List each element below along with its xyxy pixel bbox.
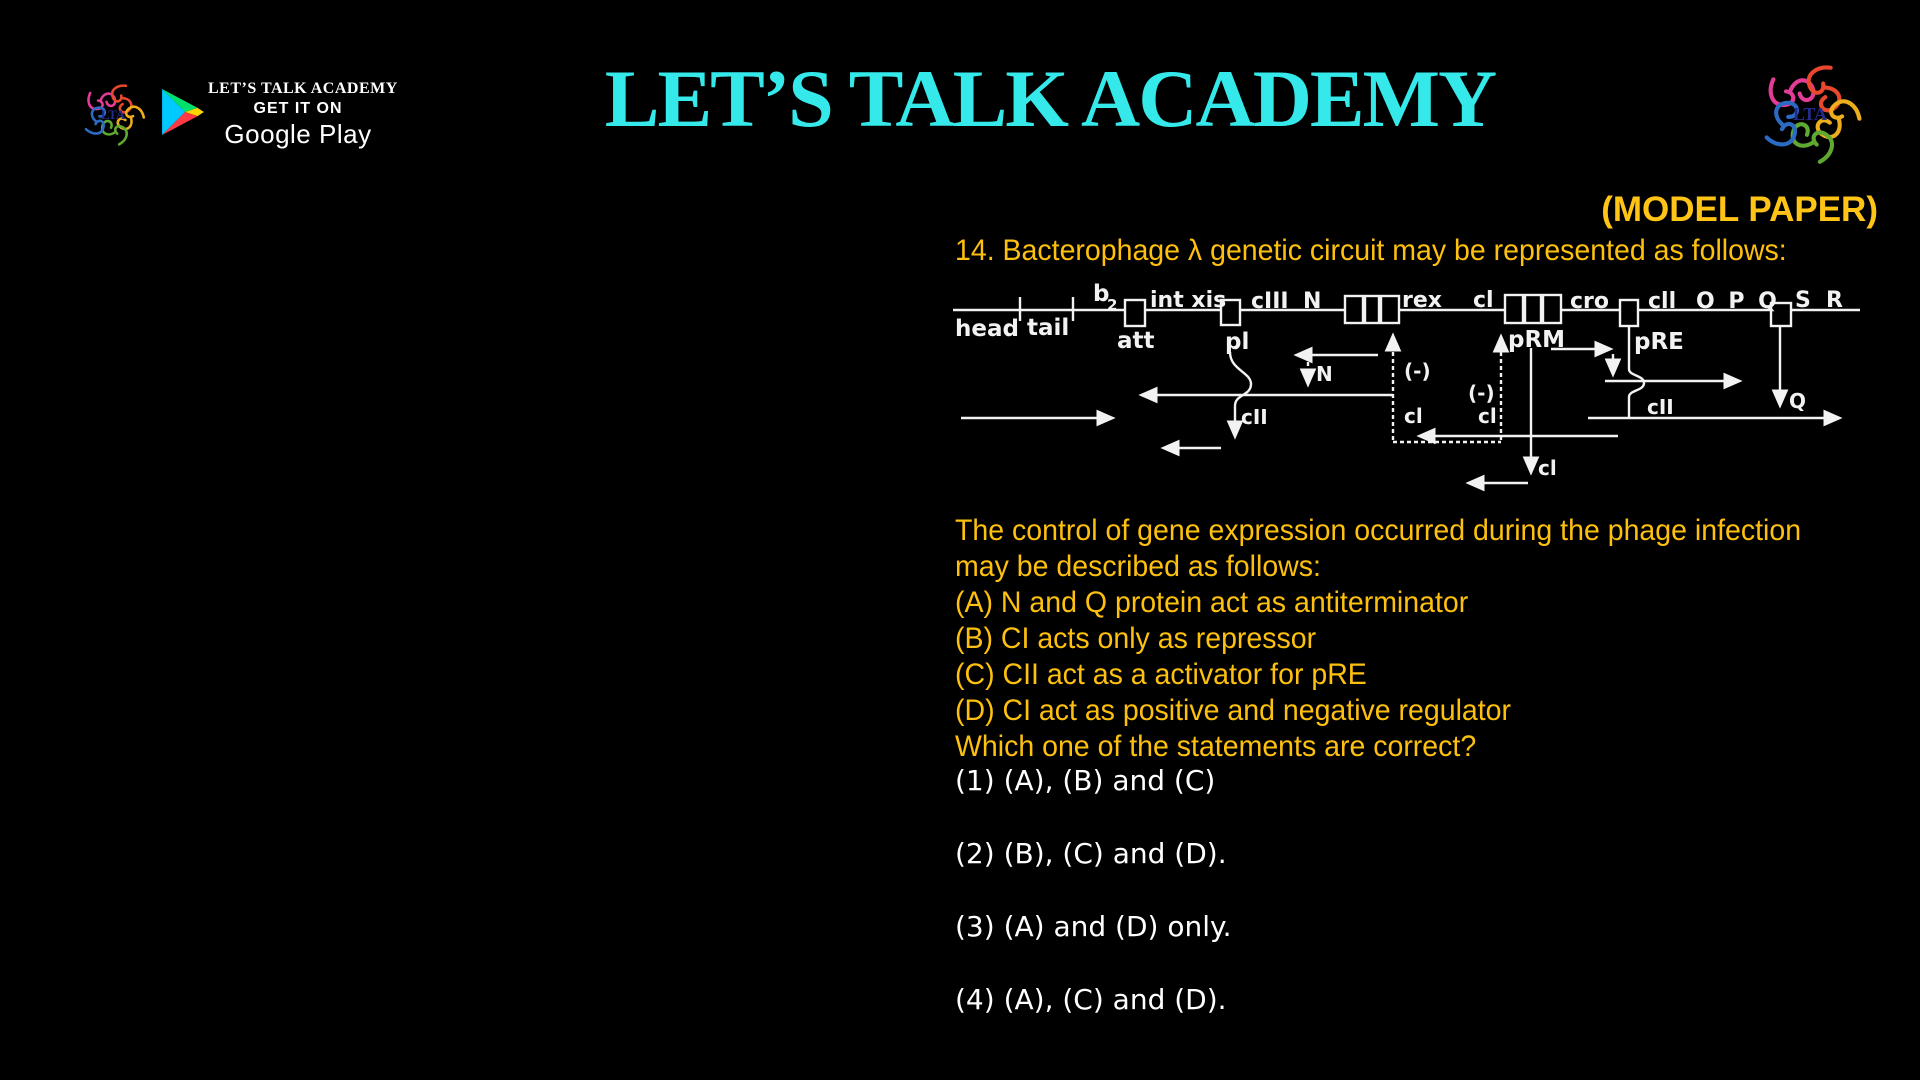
answer-option-4: (4) (A), (C) and (D). bbox=[955, 983, 1227, 1016]
play-triangle-icon bbox=[160, 82, 206, 142]
gene-label-opq: O P Q bbox=[1696, 289, 1780, 314]
statement-a: (A) N and Q protein act as antiterminator bbox=[955, 586, 1469, 619]
gene-label-cii: cll bbox=[1648, 289, 1677, 314]
protein-label-ci-left: cl bbox=[1404, 404, 1423, 428]
answer-option-3: (3) (A) and (D) only. bbox=[955, 910, 1232, 943]
gene-label-b2-subscript: 2 bbox=[1107, 296, 1118, 314]
ol-operator-box-2 bbox=[1365, 296, 1379, 323]
promoter-label-pl: pl bbox=[1225, 329, 1250, 355]
statement-c: (C) CII act as a activator for pRE bbox=[955, 658, 1367, 691]
lta-monogram: LTA bbox=[1793, 103, 1827, 124]
protein-label-ci-right: cl bbox=[1478, 404, 1497, 428]
promoter-label-prm: pRM bbox=[1508, 327, 1566, 353]
or-operator-box-3 bbox=[1543, 295, 1561, 323]
ol-operator-box-1 bbox=[1345, 296, 1363, 323]
model-paper-tag: (MODEL PAPER) bbox=[1601, 190, 1878, 229]
protein-label-n: N bbox=[1316, 362, 1333, 386]
statement-d: (D) CI act as positive and negative regulator bbox=[955, 694, 1512, 727]
protein-label-cii-late: cII bbox=[1647, 395, 1674, 419]
protein-label-cii-early: cII bbox=[1241, 405, 1268, 429]
or-operator-box-2 bbox=[1525, 295, 1541, 323]
gene-label-ciii: cIII bbox=[1251, 289, 1289, 314]
gene-label-cro: cro bbox=[1570, 289, 1610, 314]
site-label-att: att bbox=[1117, 328, 1155, 354]
gene-label-n: N bbox=[1303, 289, 1322, 314]
att-site-box bbox=[1125, 300, 1145, 326]
play-badge-text bbox=[208, 80, 398, 150]
answer-options bbox=[955, 766, 1232, 1058]
statement-b: (B) CI acts only as repressor bbox=[955, 622, 1317, 655]
region-label-head: head bbox=[955, 316, 1019, 342]
play-badge-academy-label: LET’S TALK ACADEMY bbox=[208, 80, 398, 97]
promoter-label-pre: pRE bbox=[1634, 329, 1684, 355]
lta-monogram: LTA bbox=[100, 108, 126, 123]
negative-sign-left: (-) bbox=[1404, 359, 1431, 383]
gene-label-ci: cl bbox=[1473, 288, 1494, 313]
question-closing-line: Which one of the statements are correct? bbox=[955, 730, 1477, 763]
negative-sign-right: (-) bbox=[1468, 381, 1495, 405]
gene-label-rex: rex bbox=[1402, 288, 1442, 313]
google-play-badge[interactable] bbox=[160, 80, 398, 150]
or-operator-box-1 bbox=[1505, 295, 1523, 323]
lambda-genetic-circuit-diagram bbox=[948, 268, 1873, 503]
protein-label-ci-down: cl bbox=[1538, 456, 1557, 480]
pre-promoter-box bbox=[1620, 300, 1638, 326]
play-badge-get-it-on-label: GET IT ON bbox=[253, 100, 343, 117]
lta-logo-right bbox=[1740, 44, 1880, 182]
gene-label-r: R bbox=[1826, 288, 1843, 313]
protein-label-q: Q bbox=[1789, 389, 1807, 413]
ol-operator-box-3 bbox=[1381, 296, 1399, 323]
answer-option-2: (2) (B), (C) and (D). bbox=[955, 837, 1227, 870]
play-badge-store-label: Google Play bbox=[224, 119, 372, 149]
region-label-tail: tail bbox=[1027, 315, 1070, 341]
page-title: LET’S TALK ACADEMY bbox=[604, 53, 1496, 144]
gene-label-s: S bbox=[1795, 288, 1811, 313]
question-prompt: 14. Bacterophage λ genetic circuit may be represented as follows: bbox=[955, 234, 1787, 267]
gene-label-int-xis: int xis bbox=[1150, 288, 1227, 313]
gene-label-b2: b bbox=[1093, 281, 1110, 307]
description-line: The control of gene expression occurred during the phage infection bbox=[955, 514, 1802, 547]
lta-logo-left bbox=[70, 68, 156, 160]
description-line: may be described as follows: bbox=[955, 550, 1321, 583]
question-description bbox=[955, 513, 1801, 765]
answer-option-1: (1) (A), (B) and (C) bbox=[955, 764, 1216, 797]
